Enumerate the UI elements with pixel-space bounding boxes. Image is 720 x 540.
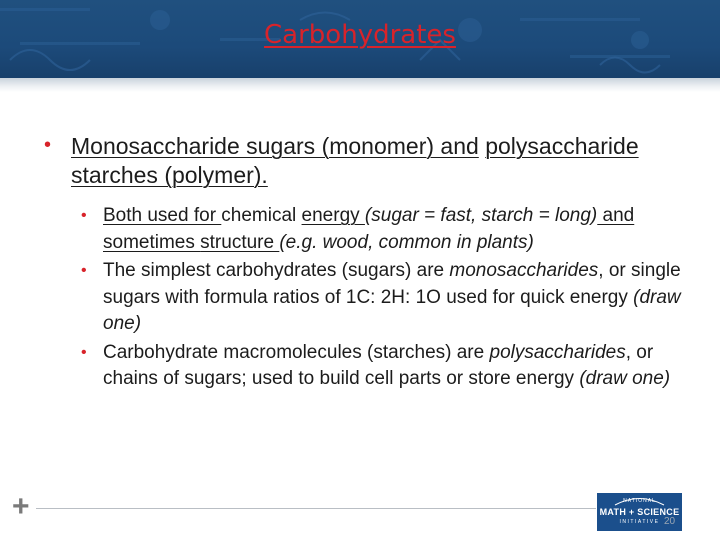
sub-bullet-italic-text: (draw one) [579, 368, 671, 389]
sub-bullet-italic-text: (draw one) [103, 286, 681, 334]
footer-divider [36, 508, 596, 509]
sub-bullet-polysaccharides [81, 340, 684, 393]
header-banner [0, 0, 720, 78]
sub-bullet-text: The simplest carbohydrates (sugars) are [103, 260, 450, 281]
sub-bullet-italic-text: monosaccharides [449, 260, 599, 281]
slide-content [44, 132, 684, 395]
sub-bullet-energy [81, 203, 684, 256]
main-bullet-text-line-2: polysaccharide starches (polymer). [71, 133, 639, 188]
main-bullet-text-line-1: Monosaccharide sugars (monomer) and [71, 133, 479, 159]
logo-bottom-text: INITIATIVE [619, 519, 660, 525]
bullet-marker: • [81, 262, 87, 279]
sub-bullet-italic-text: polysaccharides [489, 341, 626, 363]
sub-bullet-text: , or single sugars with formula ratios of 1C: 2H: 1O used for quick energy [103, 260, 681, 308]
sub-bullet-italic-text: (e.g. wood, common in plants) [279, 231, 534, 253]
sub-bullet-text: , or chains of sugars; used to build cell parts or store energy [103, 341, 654, 389]
main-bullet [44, 132, 684, 190]
sub-bullet-italic-text: (sugar = fast, starch = long) [364, 205, 598, 226]
sub-bullet-monosaccharides [81, 258, 684, 338]
header-divider [0, 78, 720, 92]
bullet-marker: • [81, 343, 87, 361]
plus-icon: + [12, 490, 30, 523]
bullet-marker: • [81, 207, 87, 224]
slide-title: Carbohydrates [264, 20, 456, 50]
logo-main-text: MATH + SCIENCE [599, 507, 680, 517]
sub-bullet-text: energy [301, 205, 365, 226]
logo-top-text: NATIONAL [623, 498, 656, 504]
bullet-marker: • [44, 134, 52, 156]
sub-bullet-text: and sometimes [103, 205, 635, 253]
sub-bullet-text: structure [200, 231, 280, 253]
sub-bullet-text: Both used for [103, 205, 222, 226]
sub-bullet-list [44, 203, 684, 393]
sub-bullet-text: chemical [221, 205, 302, 226]
page-number: 20 [664, 516, 676, 527]
sub-bullet-text: Carbohydrate macromolecules (starches) are [103, 341, 490, 363]
